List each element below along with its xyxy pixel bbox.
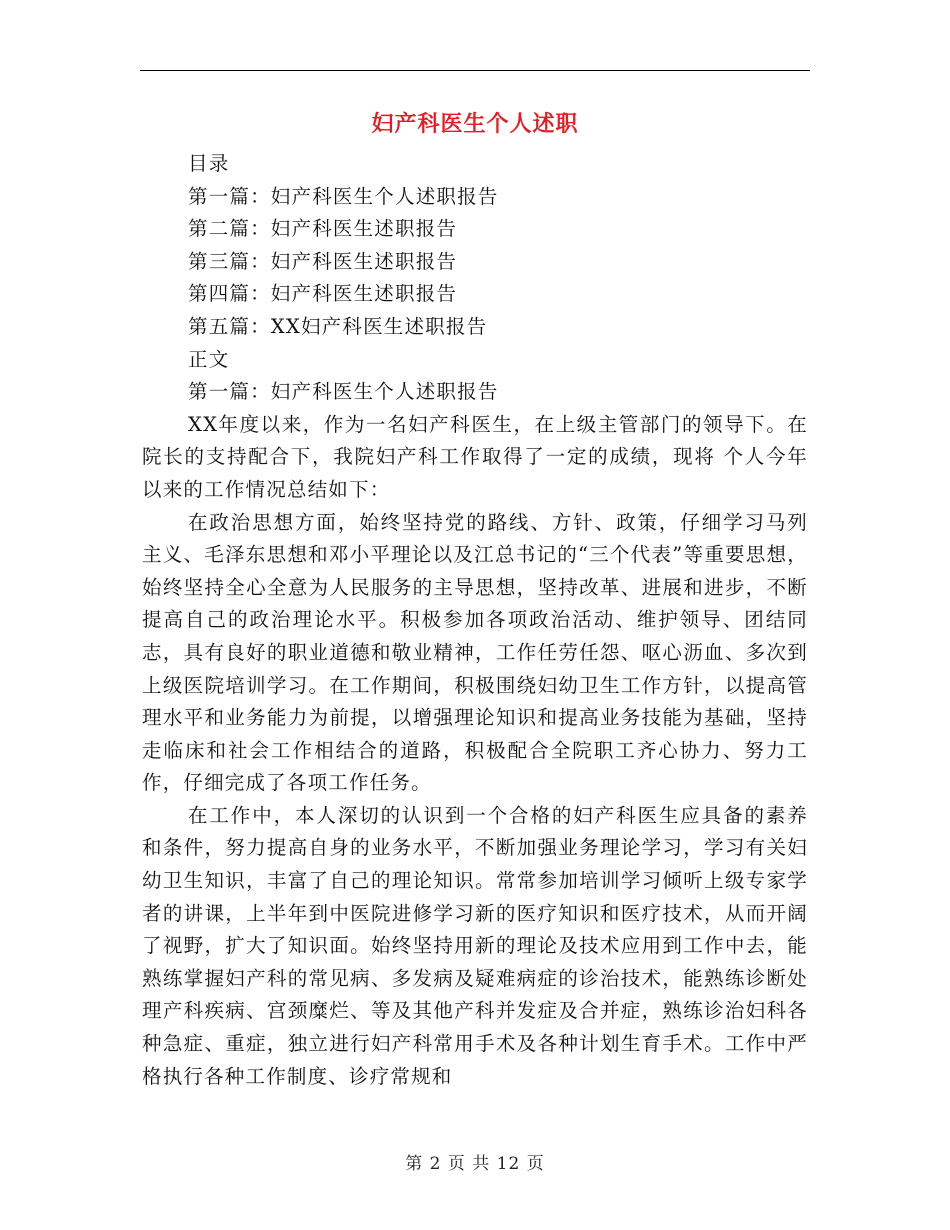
paragraph: XX年度以来，作为一名妇产科医生，在上级主管部门的领导下。在院长的支持配合下，我院妇产科工作取得了一定的成绩，现将 个人今年以来的工作情况总结如下： bbox=[142, 412, 808, 501]
body-heading: 正文 bbox=[188, 347, 230, 371]
document-title: 妇产科医生个人述职 bbox=[371, 112, 579, 137]
section-title: 第一篇：妇产科医生个人述职报告 bbox=[188, 380, 499, 404]
toc-heading: 目录 bbox=[188, 152, 230, 175]
toc-item: 第二篇：妇产科医生述职报告 bbox=[188, 217, 458, 241]
toc-item: 第三篇：妇产科医生述职报告 bbox=[188, 249, 458, 273]
toc-item: 第四篇：妇产科医生述职报告 bbox=[188, 282, 458, 306]
paragraph: 在政治思想方面，始终坚持党的路线、方针、政策，仔细学习马列主义、毛泽东思想和邓小平理论以及江总书记的“三个代表”等重要思想，始终坚持全心全意为人民服务的主导思想，坚持改革、进展和进步，不断提高自己的政治理论水平。积极参加各项政治活动、维护领导、团结同志，具有良好的职业道德和敬业精神，工作任劳任怨、呕心沥血、多次到上级医院培训学习。在工作期间，积极围绕妇幼卫生工作方针，以提高管理水平和业务能力为前提，以增强理论知识和提高业务技能为基础，坚持走临床和社会工作相结合的道路，积极配合全院职工齐心协力、努力工作，仔细完成了各项工作任务。 bbox=[142, 510, 808, 795]
page-footer: 第 2 页 共 12 页 bbox=[405, 1154, 545, 1174]
toc-item: 第五篇：XX妇产科医生述职报告 bbox=[188, 314, 488, 338]
header-rule bbox=[140, 70, 810, 71]
toc-item: 第一篇：妇产科医生个人述职报告 bbox=[188, 184, 499, 208]
document-body bbox=[142, 148, 808, 1093]
paragraph: 在工作中，本人深切的认识到一个合格的妇产科医生应具备的素养和条件，努力提高自身的业务水平，不断加强业务理论学习，学习有关妇幼卫生知识，丰富了自己的理论知识。常常参加培训学习倾听上级专家学者的讲课，上半年到中医院进修学习新的医疗知识和医疗技术，从而开阔了视野，扩大了知识面。始终坚持用新的理论及技术应用到工作中去，能熟练掌握妇产科的常见病、多发病及疑难病症的诊治技术，能熟练诊断处理产科疾病、宫颈糜烂、等及其他产科并发症及合并症，熟练诊治妇科各种急症、重症，独立进行妇产科常用手术及各种计划生育手术。工作中严格执行各种工作制度、诊疗常规和 bbox=[142, 803, 808, 1088]
